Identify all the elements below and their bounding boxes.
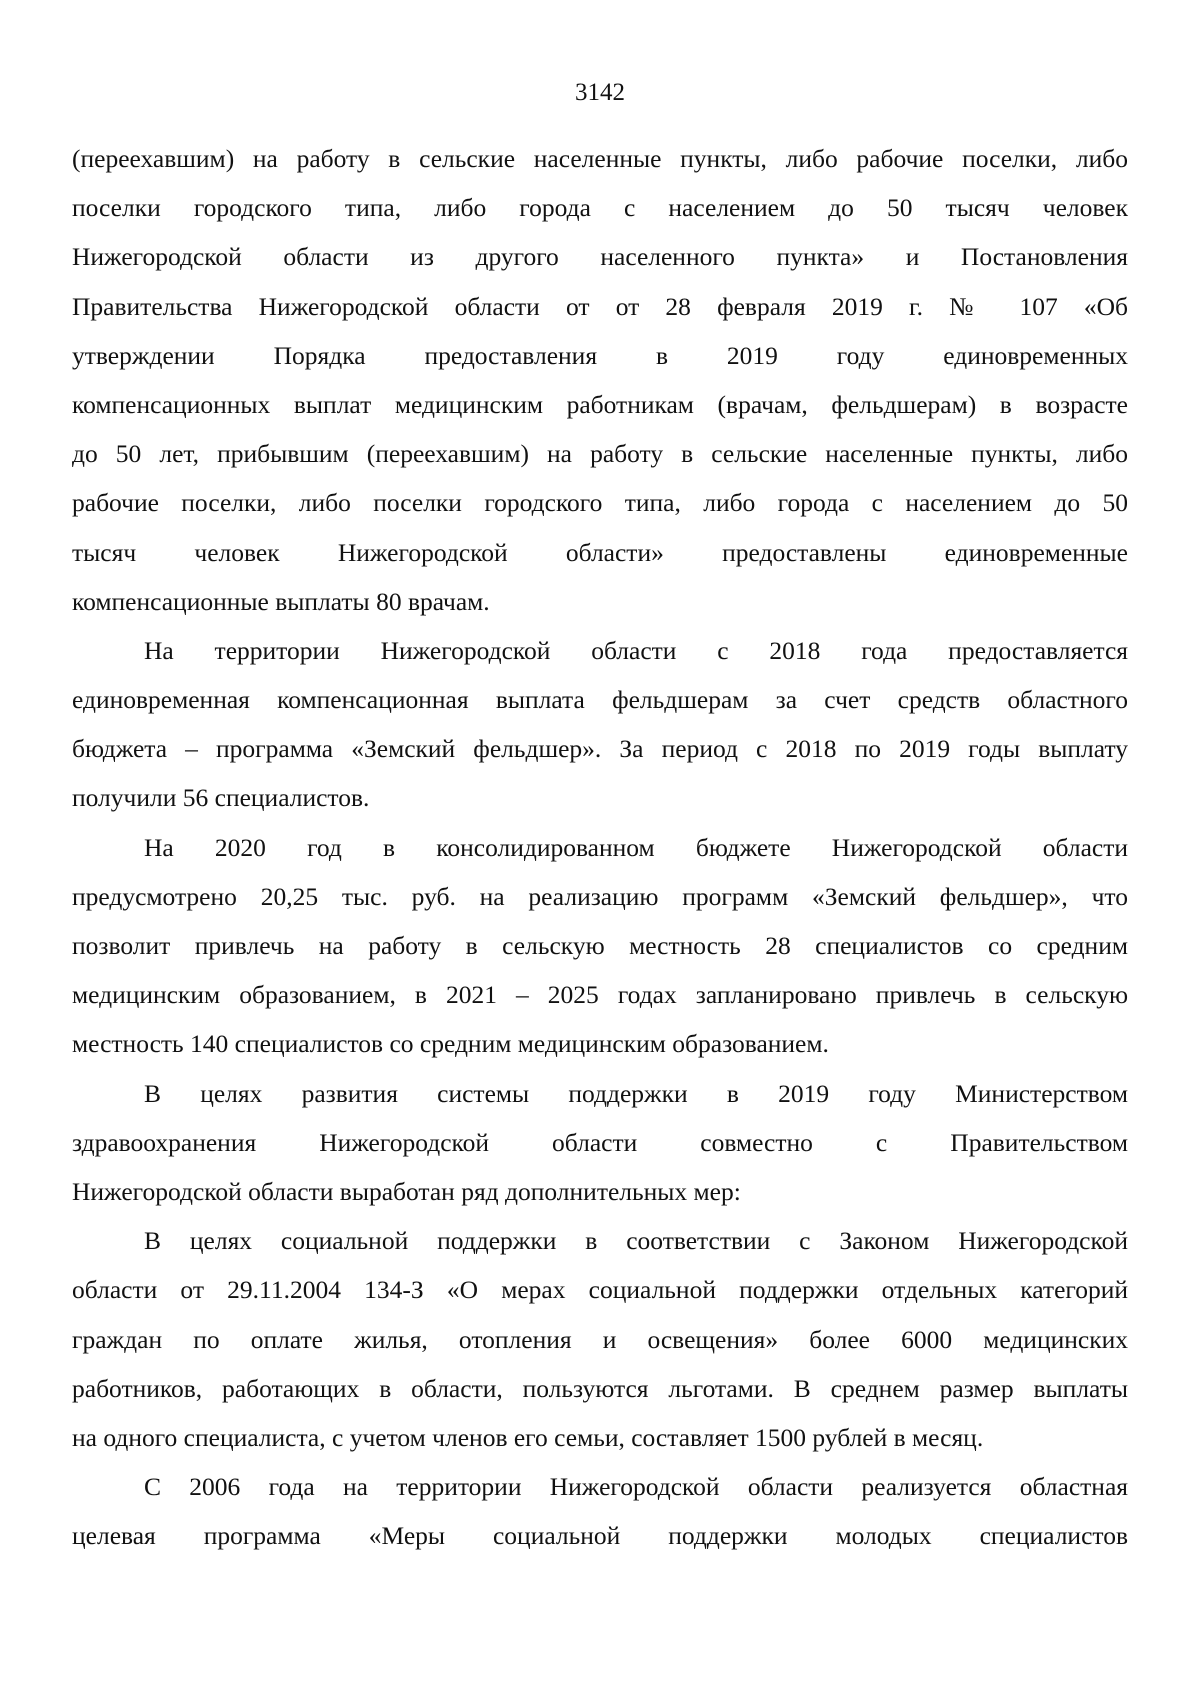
text-line: предусмотрено 20,25 тыс. руб. на реализацию программ «Земский фельдшер», что bbox=[72, 881, 1128, 911]
text-line: На территории Нижегородской области с 2018 года предоставляется bbox=[144, 635, 1128, 665]
text-line: местность 140 специалистов со средним медицинским образованием. bbox=[72, 1029, 829, 1059]
text-line: С 2006 года на территории Нижегородской области реализуется областная bbox=[144, 1472, 1128, 1502]
text-line: Нижегородской области из другого населенного пункта» и Постановления bbox=[72, 242, 1128, 272]
text-line: Правительства Нижегородской области от от 28 февраля 2019 г. № 107 «Об bbox=[72, 291, 1128, 321]
text-line: (переехавшим) на работу в сельские населенные пункты, либо рабочие поселки, либо bbox=[72, 144, 1128, 173]
text-line: утверждении Порядка предоставления в 2019 году единовременных bbox=[72, 340, 1128, 370]
text-line: позволит привлечь на работу в сельскую местность 28 специалистов со средним bbox=[72, 931, 1128, 960]
text-line: получили 56 специалистов. bbox=[72, 783, 370, 813]
text-line: бюджета – программа «Земский фельдшер». За период с 2018 по 2019 годы выплату bbox=[72, 734, 1128, 764]
text-line: На 2020 год в консолидированном бюджете Нижегородской области bbox=[144, 832, 1128, 862]
text-line: Нижегородской области выработан ряд дополнительных мер: bbox=[72, 1176, 741, 1206]
paragraph bbox=[72, 144, 1128, 636]
text-line: здравоохранения Нижегородской области совместно с Правительством bbox=[72, 1127, 1128, 1157]
text-line: области от 29.11.2004 134-З «О мерах социальной поддержки отдельных категорий bbox=[72, 1275, 1128, 1305]
text-line: рабочие поселки, либо поселки городского типа, либо города с населением до 50 bbox=[72, 488, 1128, 518]
text-line: В целях развития системы поддержки в 2019 году Министерством bbox=[144, 1078, 1128, 1108]
paragraph bbox=[72, 636, 1128, 833]
paragraph bbox=[72, 1079, 1128, 1227]
text-line: медицинским образованием, в 2021 – 2025 годах запланировано привлечь в сельскую bbox=[72, 980, 1128, 1010]
document-body bbox=[72, 144, 1128, 1570]
text-line: поселки городского типа, либо города с населением до 50 тысяч человек bbox=[72, 193, 1128, 223]
text-line: на одного специалиста, с учетом членов его семьи, составляет 1500 рублей в месяц. bbox=[72, 1422, 984, 1452]
page-number: 3142 bbox=[575, 79, 625, 106]
text-line: тысяч человек Нижегородской области» предоставлены единовременные bbox=[72, 537, 1128, 567]
text-line: работников, работающих в области, пользуются льготами. В среднем размер выплаты bbox=[72, 1373, 1128, 1403]
text-line: граждан по оплате жилья, отопления и освещения» более 6000 медицинских bbox=[72, 1324, 1128, 1354]
paragraph bbox=[72, 833, 1128, 1079]
text-line: единовременная компенсационная выплата фельдшерам за счет средств областного bbox=[72, 685, 1128, 715]
paragraph bbox=[72, 1472, 1128, 1570]
paragraph bbox=[72, 1226, 1128, 1472]
text-line: до 50 лет, прибывшим (переехавшим) на работу в сельские населенные пункты, либо bbox=[72, 439, 1128, 469]
text-line: целевая программа «Меры социальной поддержки молодых специалистов bbox=[72, 1521, 1128, 1551]
text-line: компенсационные выплаты 80 врачам. bbox=[72, 586, 490, 616]
text-line: В целях социальной поддержки в соответствии с Законом Нижегородской bbox=[144, 1226, 1128, 1256]
text-line: компенсационных выплат медицинским работникам (врачам, фельдшерам) в возрасте bbox=[72, 389, 1128, 419]
